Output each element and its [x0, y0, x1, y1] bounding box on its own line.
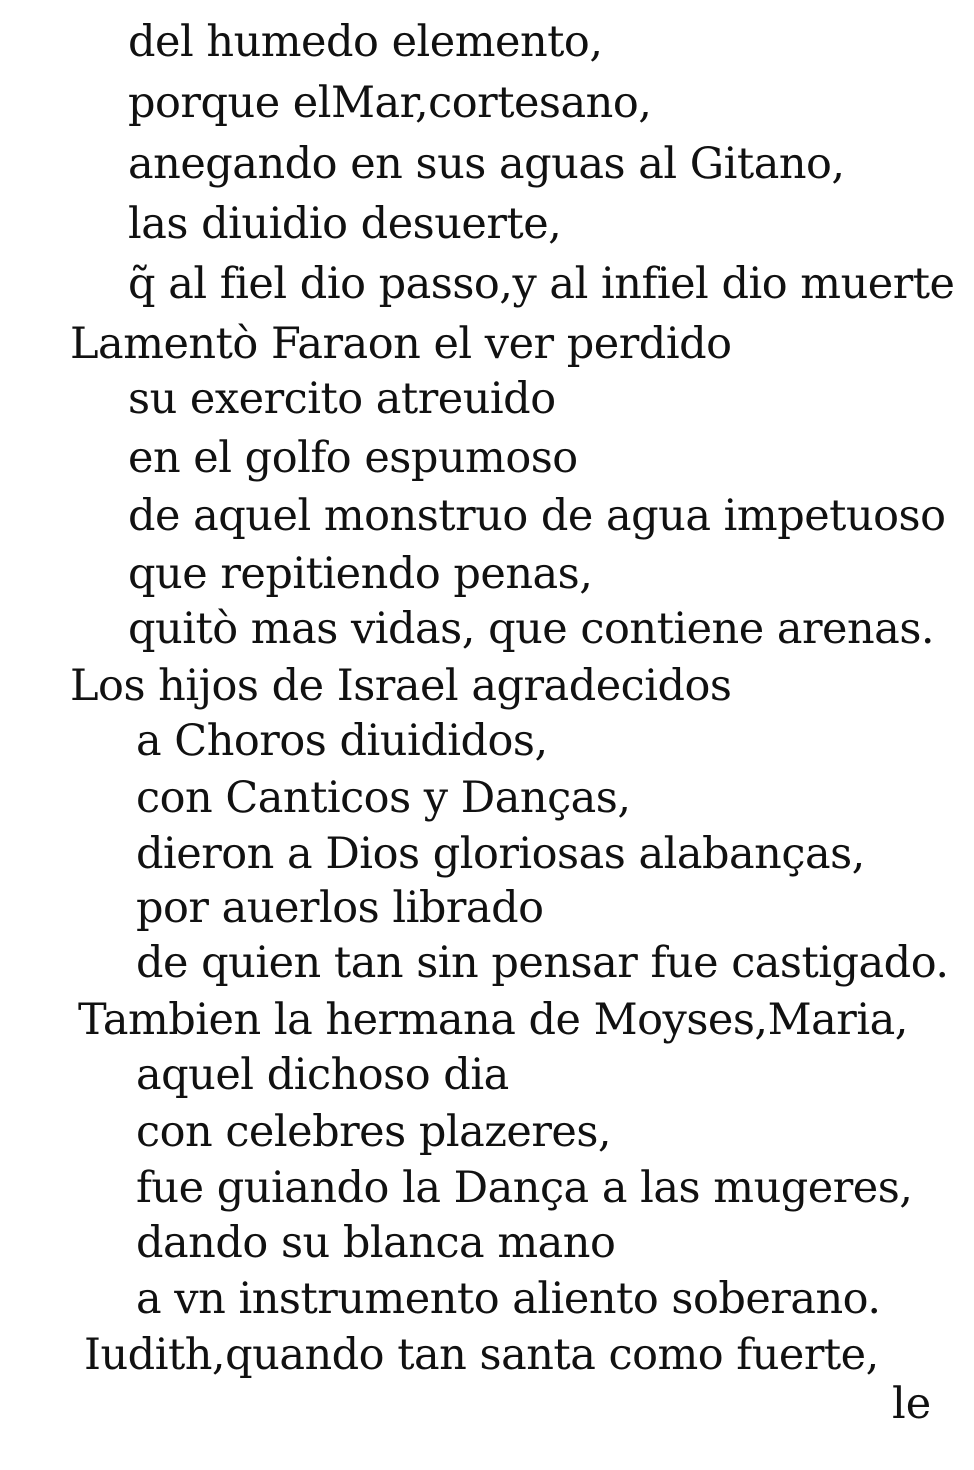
verse-line: quitò mas vidas, que contiene arenas. [128, 604, 935, 654]
verse-line: de quien tan sin pensar fue castigado. [136, 938, 949, 988]
verse-line: q̃ al fiel dio passo,y al infiel dio muerte [128, 259, 955, 309]
verse-line: aquel dichoso dia [136, 1050, 509, 1100]
verse-line-stanza-start: Lamentò Faraon el ver perdido [70, 319, 732, 369]
verse-line-stanza-start: Iudith,quando tan santa como fuerte, [84, 1330, 879, 1380]
verse-line: a Choros diuididos, [136, 716, 548, 766]
catchword: le [892, 1379, 932, 1429]
verse-line: a vn instrumento aliento soberano. [136, 1274, 881, 1324]
verse-line: porque elMar,cortesano, [128, 78, 652, 128]
verse-line: las diuidio desuerte, [128, 199, 562, 249]
verse-line: que repitiendo penas, [128, 549, 593, 599]
verse-line: fue guiando la Dança a las mugeres, [136, 1163, 913, 1213]
verse-line: con Canticos y Danças, [136, 773, 631, 823]
verse-line: en el golfo espumoso [128, 433, 578, 483]
verse-line: dieron a Dios gloriosas alabanças, [136, 829, 865, 879]
verse-line-stanza-start: Tambien la hermana de Moyses,Maria, [78, 995, 908, 1045]
verse-line: su exercito atreuido [128, 374, 556, 424]
verse-line: dando su blanca mano [136, 1218, 616, 1268]
verse-line: con celebres plazeres, [136, 1107, 612, 1157]
verse-line: anegando en sus aguas al Gitano, [128, 139, 845, 189]
verse-line: de aquel monstruo de agua impetuoso [128, 491, 946, 541]
verse-line: por auerlos librado [136, 883, 544, 933]
verse-line: del humedo elemento, [128, 17, 603, 67]
verse-line-stanza-start: Los hijos de Israel agradecidos [70, 661, 732, 711]
